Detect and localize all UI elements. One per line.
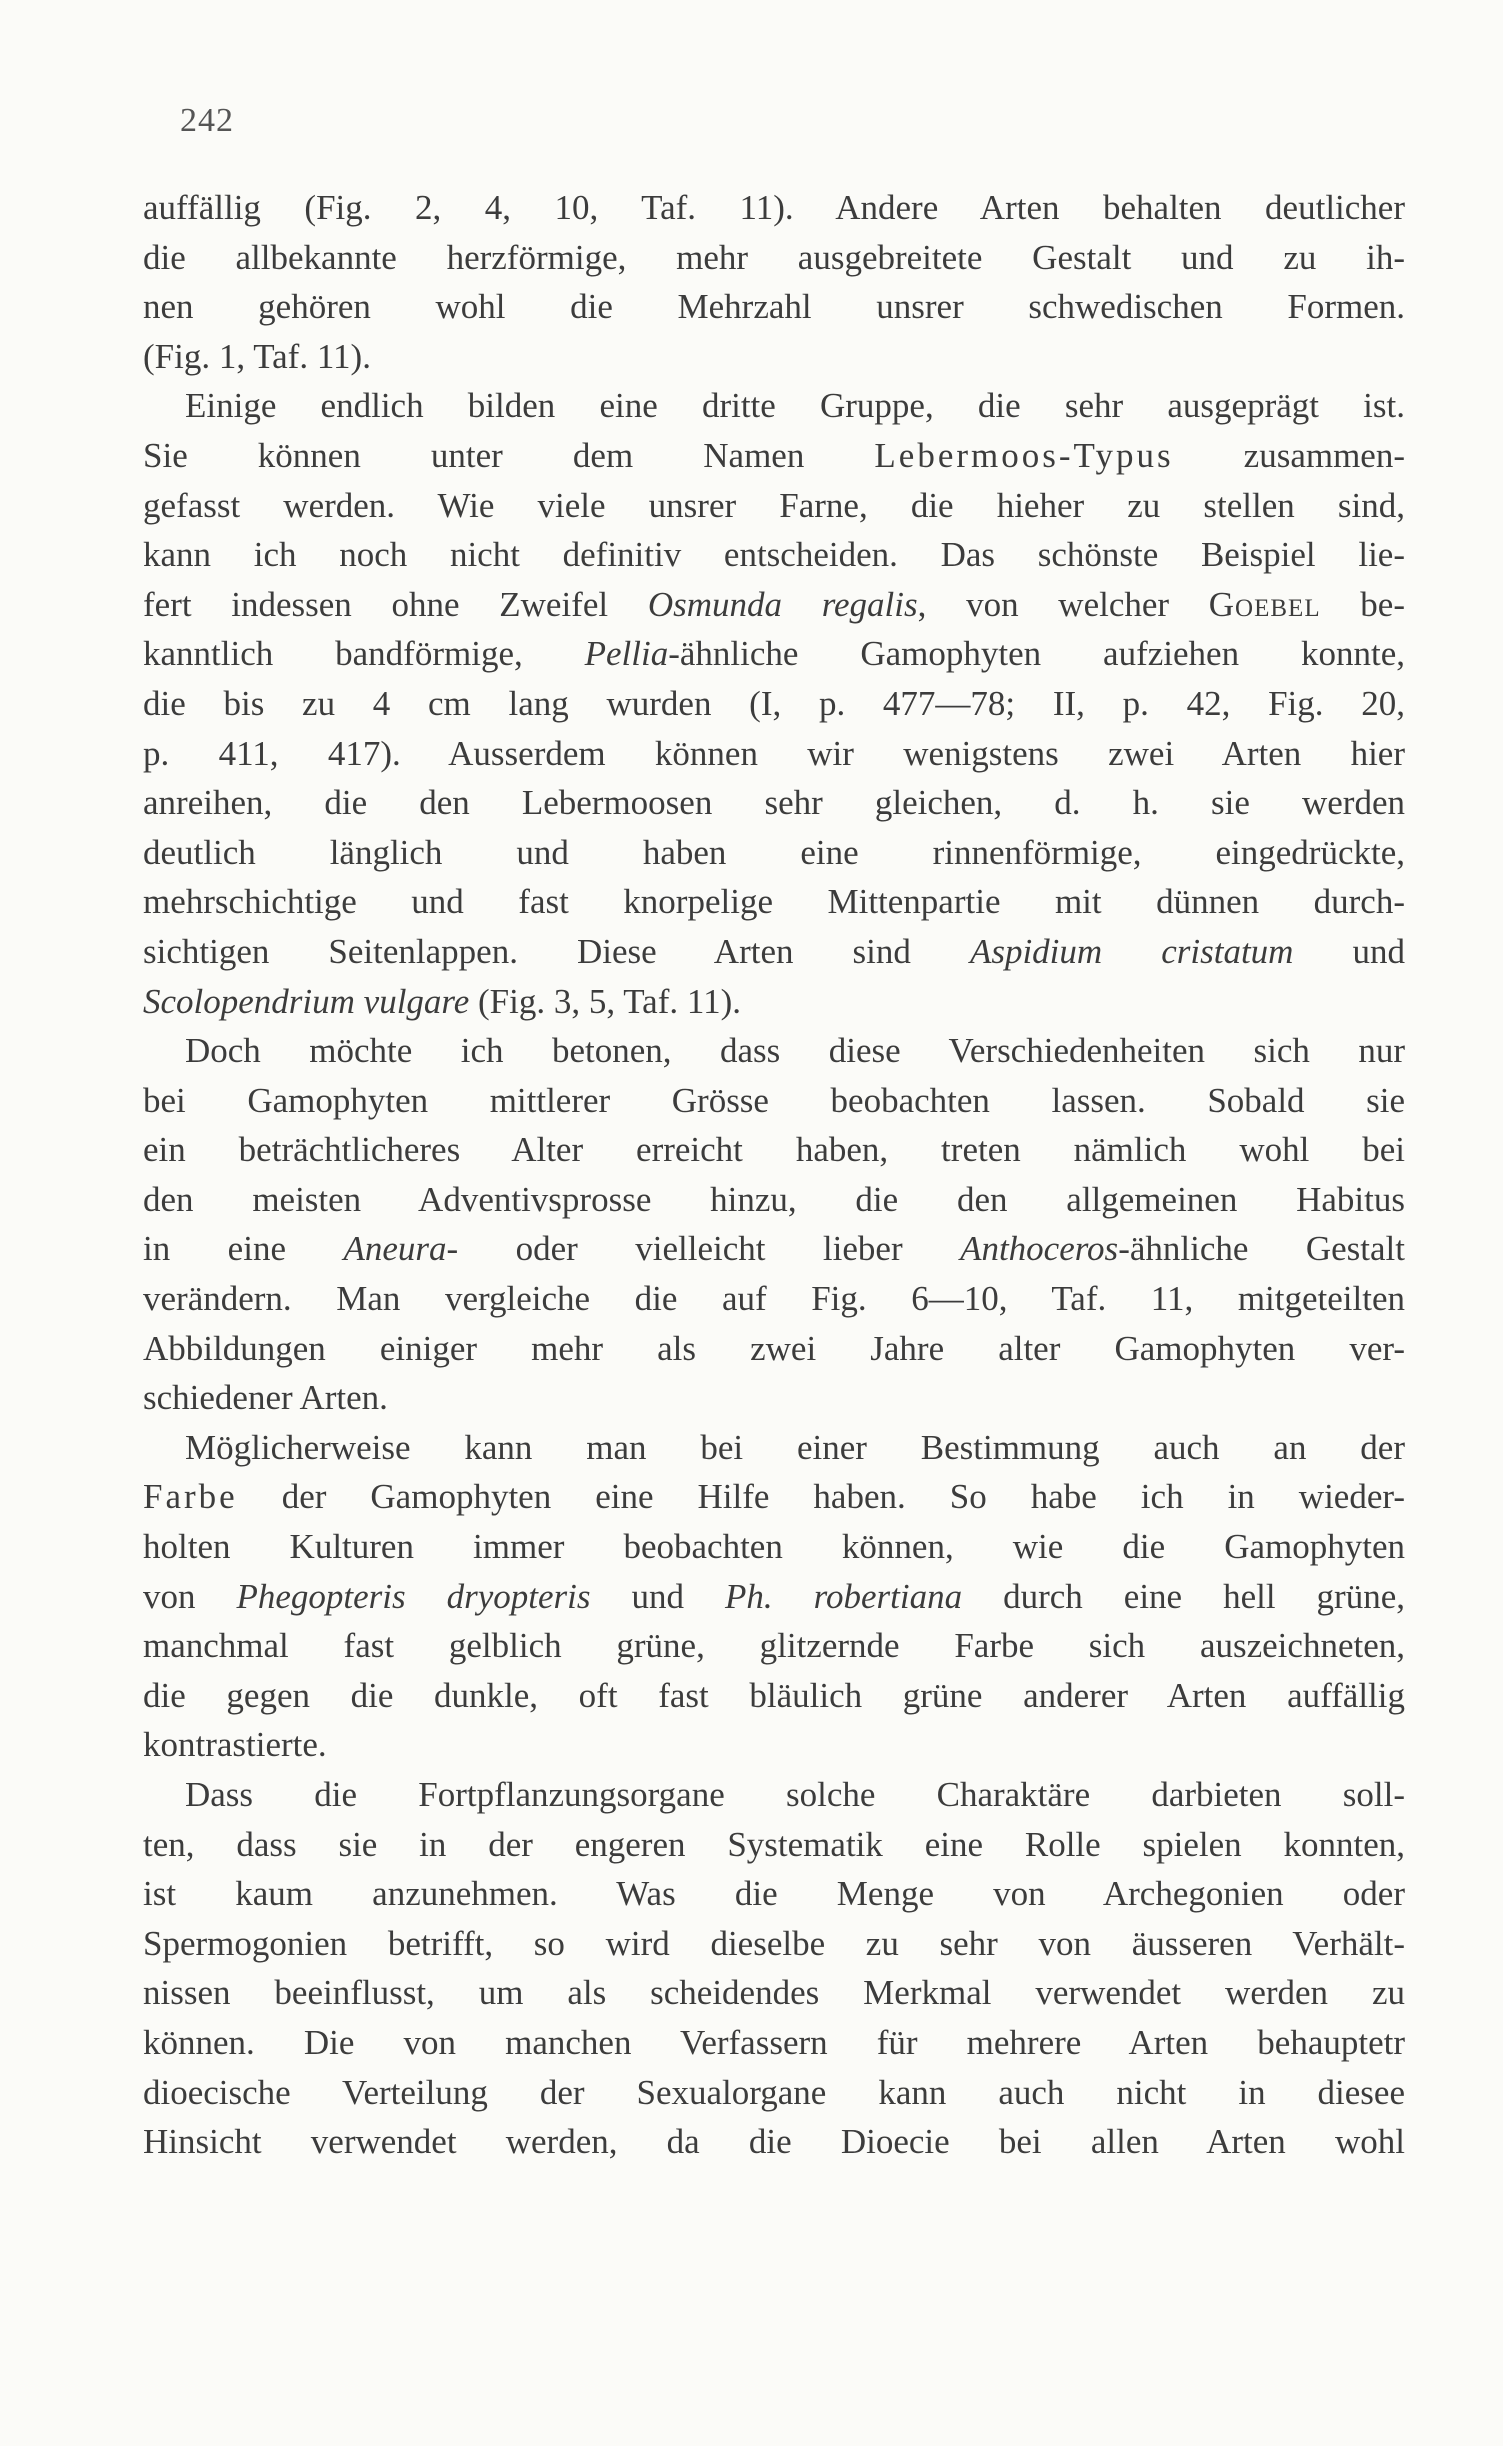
text-segment: Sie können unter dem Namen (143, 435, 875, 475)
text-segment: dioecische Verteilung der Sexualorgane kann auch nicht in diesee (143, 2072, 1405, 2112)
text-line (143, 1324, 1405, 1374)
text-line (143, 828, 1405, 878)
page-number: 242 (180, 102, 234, 139)
text-segment: nen gehören wohl die Mehrzahl unsrer schwedischen Formen. (143, 287, 1405, 327)
text-segment: -ähnliche Gestalt (1118, 1229, 1405, 1269)
text-segment: Einige endlich bilden eine dritte Gruppe, die sehr ausgeprägt ist. (185, 386, 1405, 426)
text-segment: die gegen die dunkle, oft fast bläulich grüne anderer Arten auffällig (143, 1675, 1405, 1715)
text-line (143, 977, 1405, 1027)
italic-text: Phegopteris dryopteris (236, 1576, 591, 1616)
text-line (143, 233, 1405, 283)
text-segment: anreihen, die den Lebermoosen sehr gleichen, d. h. sie werden (143, 783, 1405, 823)
text-line (143, 729, 1405, 779)
text-segment: manchmal fast gelblich grüne, glitzernde Farbe sich auszeichneten, (143, 1626, 1405, 1666)
text-line (143, 2117, 1405, 2167)
text-line (143, 629, 1405, 679)
text-segment: der Gamophyten eine Hilfe haben. So habe ich in wieder- (237, 1477, 1405, 1517)
text-line (143, 877, 1405, 927)
text-segment: bei Gamophyten mittlerer Grösse beobachten lassen. Sobald sie (143, 1080, 1405, 1120)
text-line (143, 1423, 1405, 1473)
text-line (143, 282, 1405, 332)
text-line (143, 381, 1405, 431)
italic-text: Osmunda regalis (647, 584, 918, 624)
italic-text: Aneura (343, 1229, 447, 1269)
text-segment: ein beträchtlicheres Alter erreicht haben, treten nämlich wohl bei (143, 1130, 1405, 1170)
text-segment: verändern. Man vergleiche die auf Fig. 6—10, Taf. 11, mitgeteilten (143, 1279, 1405, 1319)
text-line (143, 1373, 1405, 1423)
text-segment: Hinsicht verwendet werden, da die Dioecie bei allen Arten wohl (143, 2122, 1405, 2162)
text-segment: Abbildungen einiger mehr als zwei Jahre alter Gamophyten ver- (143, 1328, 1405, 1368)
text-line (143, 183, 1405, 233)
text-segment: durch eine hell grüne, (962, 1576, 1405, 1616)
text-segment: zusammen- (1173, 435, 1405, 475)
body-text (143, 183, 1405, 2167)
text-segment: - oder vielleicht lieber (446, 1229, 961, 1269)
text-segment: schiedener Arten. (143, 1378, 388, 1418)
text-line (143, 1770, 1405, 1820)
text-line (143, 530, 1405, 580)
text-segment: be- (1320, 584, 1405, 624)
text-segment: Spermogonien betrifft, so wird dieselbe zu sehr von äusseren Verhält- (143, 1923, 1405, 1963)
text-segment: gefasst werden. Wie viele unsrer Farne, die hieher zu stellen sind, (143, 485, 1405, 525)
text-segment: kanntlich bandförmige, (143, 634, 585, 674)
text-segment: -ähnliche Gamophyten aufziehen konnte, (668, 634, 1405, 674)
italic-text: Pellia (584, 634, 669, 674)
italic-text: Ph. robertiana (725, 1576, 963, 1616)
text-line (143, 1076, 1405, 1126)
text-segment: den meisten Adventivsprosse hinzu, die den allgemeinen Habitus (143, 1179, 1405, 1219)
italic-text: Aspidium cristatum (969, 931, 1294, 971)
text-segment: Möglicherweise kann man bei einer Bestimmung auch an der (185, 1427, 1405, 1467)
text-line (143, 1125, 1405, 1175)
text-line (143, 1274, 1405, 1324)
text-line (143, 679, 1405, 729)
text-segment: deutlich länglich und haben eine rinnenförmige, eingedrückte, (143, 832, 1405, 872)
text-line (143, 1472, 1405, 1522)
text-segment: in eine (143, 1229, 344, 1269)
text-segment: auffällig (Fig. 2, 4, 10, Taf. 11). Andere Arten behalten deutlicher (143, 188, 1405, 227)
text-segment: Dass die Fortpflanzungsorgane solche Charaktäre darbieten soll- (185, 1775, 1405, 1814)
text-line (143, 1175, 1405, 1225)
text-segment: holten Kulturen immer beobachten können, wie die Gamophyten (143, 1527, 1405, 1567)
text-segment: nissen beeinflusst, um als scheidendes Merkmal verwendet werden zu (143, 1973, 1405, 2013)
text-segment: und (1293, 931, 1406, 971)
text-line (143, 1968, 1405, 2018)
italic-text: Scolopendrium vulgare (143, 981, 470, 1021)
spaced-text: Farbe (143, 1477, 238, 1517)
italic-text: Anthoceros (960, 1229, 1119, 1269)
text-segment: von (143, 1576, 237, 1616)
text-line (143, 1026, 1405, 1076)
text-segment: p. 411, 417). Ausserdem können wir wenigstens zwei Arten hier (143, 733, 1405, 773)
text-line (143, 431, 1405, 481)
text-line (143, 927, 1405, 977)
text-segment: die bis zu 4 cm lang wurden (I, p. 477—78; II, p. 42, Fig. 20, (143, 683, 1405, 723)
text-segment: fert indessen ohne Zweifel (143, 584, 648, 624)
text-line (143, 1720, 1405, 1770)
spaced-text: Lebermoos-Typus (874, 435, 1174, 475)
text-segment: , von welcher (917, 584, 1209, 624)
text-line (143, 1820, 1405, 1870)
text-segment: und (590, 1576, 726, 1616)
text-segment: können. Die von manchen Verfassern für mehrere Arten behauptetr (143, 2022, 1405, 2062)
text-segment: mehrschichtige und fast knorpelige Mittenpartie mit dünnen durch- (143, 882, 1405, 922)
author-name: Goebel (1208, 584, 1321, 624)
text-line (143, 1522, 1405, 1572)
text-line (143, 481, 1405, 531)
text-segment: kontrastierte. (143, 1725, 327, 1765)
text-line (143, 1869, 1405, 1919)
text-segment: die allbekannte herzförmige, mehr ausgebreitete Gestalt und zu ih- (143, 237, 1405, 277)
text-segment: sichtigen Seitenlappen. Diese Arten sind (143, 931, 970, 971)
text-segment: Doch möchte ich betonen, dass diese Verschiedenheiten sich nur (185, 1031, 1405, 1071)
text-segment: ten, dass sie in der engeren Systematik eine Rolle spielen konnten, (143, 1824, 1405, 1864)
text-segment: (Fig. 3, 5, Taf. 11). (469, 981, 741, 1021)
text-segment: (Fig. 1, Taf. 11). (143, 336, 371, 376)
text-line (143, 1621, 1405, 1671)
text-line (143, 2068, 1405, 2118)
text-line (143, 1572, 1405, 1622)
text-line (143, 778, 1405, 828)
text-line (143, 332, 1405, 382)
text-line (143, 1919, 1405, 1969)
text-line (143, 2018, 1405, 2068)
text-line (143, 580, 1405, 630)
text-line (143, 1224, 1405, 1274)
text-segment: ist kaum anzunehmen. Was die Menge von Archegonien oder (143, 1874, 1405, 1914)
text-line (143, 1671, 1405, 1721)
text-segment: kann ich noch nicht definitiv entscheiden. Das schönste Beispiel lie- (143, 535, 1405, 575)
